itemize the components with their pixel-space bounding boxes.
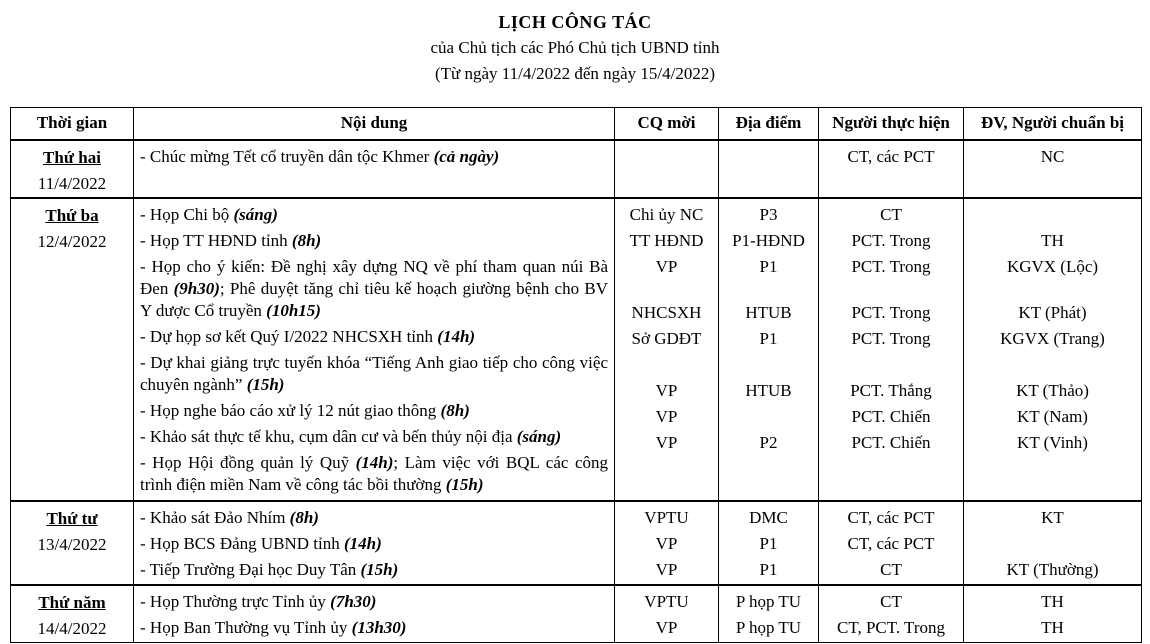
location-cell: P3 P1-HĐND P1 HTUB P1 HTUB P2 xyxy=(719,198,819,501)
schedule-table xyxy=(10,107,1142,643)
column-header-preparer: ĐV, Người chuẩn bị xyxy=(964,108,1142,140)
list-item: - Họp Hội đồng quản lý Quỹ (14h); Làm việc với BQL các công trình điện miền Nam về công tác bồi thường (15h) xyxy=(140,452,608,494)
column-header-location: Địa điểm xyxy=(719,108,819,140)
list-item: - Họp BCS Đảng UBND tỉnh (14h) xyxy=(140,533,382,553)
list-item: - Họp cho ý kiến: Đề nghị xây dựng NQ về phí tham quan núi Bà Đen (9h30); Phê duyệt tăng chỉ tiêu kế hoạch giường bệnh cho BV Y dược Cổ truyền (10h15) xyxy=(140,256,608,320)
day-date: 11/4/2022 xyxy=(37,173,107,193)
day-name: Thứ hai xyxy=(43,147,101,167)
content-cell xyxy=(134,140,615,198)
list-item: - Dự họp sơ kết Quý I/2022 NHCSXH tỉnh (14h) xyxy=(140,326,476,346)
document-subtitle: của Chủ tịch các Phó Chủ tịch UBND tỉnh xyxy=(430,38,720,57)
inviter-cell xyxy=(615,140,719,198)
column-header-time: Thời gian xyxy=(11,108,134,140)
executor-cell: CT, các PCT CT, các PCT CT xyxy=(819,501,964,585)
preparer-cell: NC xyxy=(964,140,1142,198)
day-date: 13/4/2022 xyxy=(37,534,107,554)
table-row xyxy=(11,585,1142,643)
day-name: Thứ ba xyxy=(45,205,99,225)
column-header-executor: Người thực hiện xyxy=(819,108,964,140)
list-item: - Họp nghe báo cáo xử lý 12 nút giao thông (8h) xyxy=(140,400,470,420)
preparer-cell: TH KGVX (Lộc) KT (Phát) KGVX (Trang) KT (Thảo) KT (Nam) KT (Vinh) xyxy=(964,198,1142,501)
executor-cell: CT, các PCT xyxy=(819,140,964,198)
table-header-row xyxy=(11,108,1142,140)
list-item: - Họp TT HĐND tỉnh (8h) xyxy=(140,230,322,250)
preparer-cell: KT KT (Thường) xyxy=(964,501,1142,585)
inviter-cell: VPTU VP xyxy=(615,585,719,643)
inviter-cell: VPTU VP VP xyxy=(615,501,719,585)
column-header-inviter: CQ mời xyxy=(615,108,719,140)
day-cell xyxy=(11,501,134,585)
list-item: - Tiếp Trường Đại học Duy Tân (15h) xyxy=(140,559,399,579)
location-cell: DMC P1 P1 xyxy=(719,501,819,585)
location-cell xyxy=(719,140,819,198)
day-cell xyxy=(11,198,134,501)
list-item: - Dự khai giảng trực tuyến khóa “Tiếng Anh giao tiếp cho công việc chuyên ngành” (15h) xyxy=(140,352,608,394)
day-date: 12/4/2022 xyxy=(37,231,107,251)
document-title: LỊCH CÔNG TÁC xyxy=(498,12,652,32)
inviter-cell: Chi ủy NC TT HĐND VP NHCSXH Sở GDĐT VP VP VP xyxy=(615,198,719,501)
preparer-cell: TH TH xyxy=(964,585,1142,643)
list-item: - Khảo sát Đảo Nhím (8h) xyxy=(140,507,319,527)
day-name: Thứ năm xyxy=(38,592,106,612)
list-item: - Khảo sát thực tế khu, cụm dân cư và bến thủy nội địa (sáng) xyxy=(140,426,562,446)
content-cell xyxy=(134,198,615,501)
list-item: - Họp Chi bộ (sáng) xyxy=(140,204,278,224)
content-cell xyxy=(134,585,615,643)
column-header-content: Nội dung xyxy=(134,108,615,140)
executor-cell: CT CT, PCT. Trong xyxy=(819,585,964,643)
executor-cell: CT PCT. Trong PCT. Trong PCT. Trong PCT. Trong PCT. Thắng PCT. Chiến PCT. Chiến xyxy=(819,198,964,501)
table-row xyxy=(11,140,1142,198)
list-item: - Họp Ban Thường vụ Tỉnh ủy (13h30) xyxy=(140,617,407,637)
date-range: (Từ ngày 11/4/2022 đến ngày 15/4/2022) xyxy=(434,64,716,83)
location-cell: P họp TU P họp TU xyxy=(719,585,819,643)
table-row xyxy=(11,198,1142,501)
content-cell xyxy=(134,501,615,585)
day-cell xyxy=(11,140,134,198)
day-name: Thứ tư xyxy=(46,508,98,528)
list-item: - Chúc mừng Tết cổ truyền dân tộc Khmer (cả ngày) xyxy=(140,146,500,166)
list-item: - Họp Thường trực Tỉnh ủy (7h30) xyxy=(140,591,377,611)
day-cell xyxy=(11,585,134,643)
day-date: 14/4/2022 xyxy=(37,618,107,638)
table-row xyxy=(11,501,1142,585)
